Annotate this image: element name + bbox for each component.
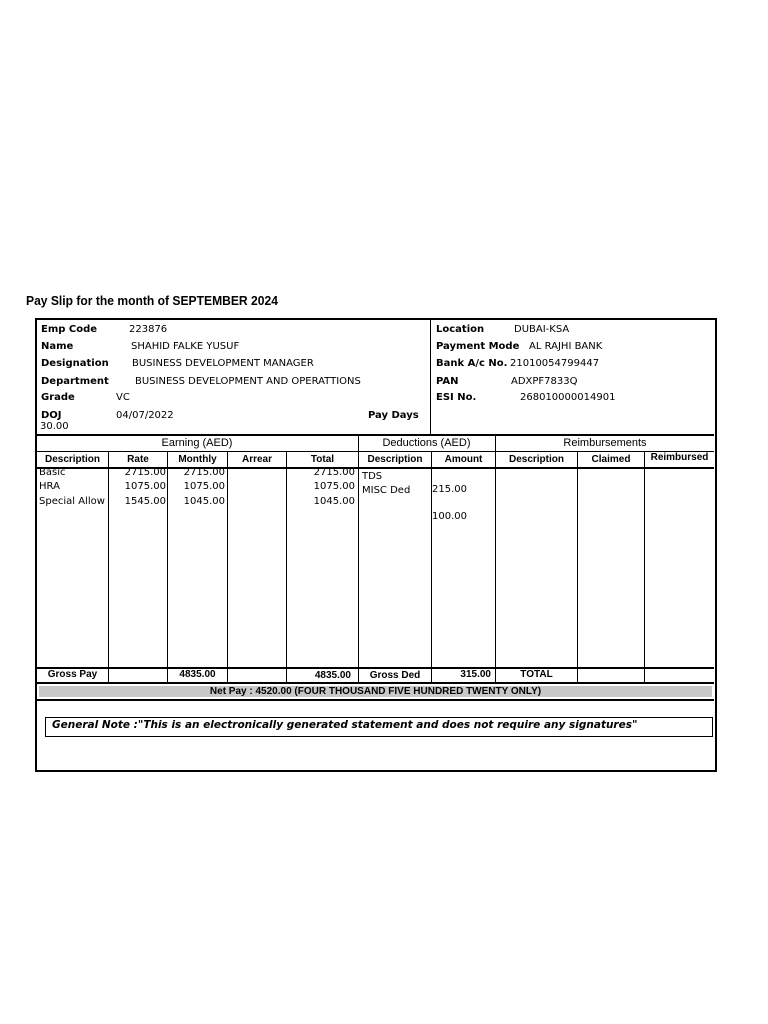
net-pay: Net Pay : 4520.00 (FOUR THOUSAND FIVE HUNDRED TWENTY ONLY)	[209, 686, 542, 697]
general-note: General Note :"This is an electronically generated statement and does not require any signatures"	[52, 719, 638, 731]
earning-header: Earning (AED)	[161, 437, 233, 449]
earning-rate: 1075.00	[124, 481, 166, 492]
gross-monthly: 4835.00	[179, 669, 216, 680]
gross-rule-bottom	[36, 682, 714, 684]
deduction-description: MISC Ded	[362, 485, 411, 496]
location-label: Location	[436, 324, 485, 335]
designation-label: Designation	[41, 358, 109, 369]
earning-monthly: 2715.00	[183, 467, 225, 478]
department-value: BUSINESS DEVELOPMENT AND OPERATTIONS	[135, 376, 361, 387]
payment-mode-label: Payment Mode	[436, 341, 520, 352]
earning-rate: 2715.00	[124, 467, 166, 478]
doj-label: DOJ	[41, 410, 62, 421]
earning-monthly: 1045.00	[183, 496, 225, 507]
col-divider	[577, 452, 578, 683]
pan-label: PAN	[436, 376, 459, 387]
earning-total: 1075.00	[313, 481, 355, 492]
col-claimed: Claimed	[591, 454, 631, 465]
pay-days-value: 30.00	[40, 421, 69, 432]
col-rate: Rate	[127, 454, 149, 465]
earning-description: Basic	[39, 467, 66, 478]
location-value: DUBAI-KSA	[514, 324, 570, 335]
col-reimb-description: Description	[508, 454, 564, 465]
deductions-header: Deductions (AED)	[382, 437, 471, 449]
department-label: Department	[41, 376, 109, 387]
earning-total: 2715.00	[313, 467, 355, 478]
name-value: SHAHID FALKE YUSUF	[131, 341, 240, 352]
bank-ac-value: 21010054799447	[510, 358, 600, 369]
doj-value: 04/07/2022	[116, 410, 174, 421]
pay-days-label: Pay Days	[368, 410, 419, 421]
net-pay-rule	[36, 699, 714, 701]
grade-value: VC	[116, 392, 130, 403]
section-rule-mid	[36, 451, 714, 452]
emp-code-label: Emp Code	[41, 324, 98, 335]
col-arrear: Arrear	[241, 454, 273, 465]
gross-ded-value: 315.00	[460, 669, 491, 680]
col-divider	[644, 452, 645, 683]
esi-value: 268010000014901	[520, 392, 616, 403]
gross-ded-label: Gross Ded	[369, 670, 421, 681]
section-rule-top	[36, 434, 714, 436]
general-note-box	[45, 717, 713, 737]
name-label: Name	[41, 341, 74, 352]
deduction-amount: 100.00	[432, 511, 467, 522]
payslip-title: Pay Slip for the month of SEPTEMBER 2024	[26, 293, 278, 308]
grade-label: Grade	[41, 392, 75, 403]
net-pay-bar	[39, 686, 712, 697]
col-divider	[227, 452, 228, 683]
earning-rate: 1545.00	[124, 496, 166, 507]
deduction-amount: 215.00	[432, 484, 467, 495]
bank-ac-label: Bank A/c No.	[436, 358, 508, 369]
pan-value: ADXPF7833Q	[511, 376, 578, 387]
earning-description: HRA	[39, 481, 60, 492]
col-amount: Amount	[444, 454, 483, 465]
esi-label: ESI No.	[436, 392, 477, 403]
gross-pay-label: Gross Pay	[47, 669, 98, 680]
earning-monthly: 1075.00	[183, 481, 225, 492]
earnings-deductions-divider	[358, 435, 359, 683]
earning-total: 1045.00	[313, 496, 355, 507]
earning-description: Special Allow	[39, 496, 105, 507]
col-reimbursed: Reimbursed	[650, 452, 709, 463]
col-monthly: Monthly	[178, 454, 217, 465]
total-label: TOTAL	[520, 669, 553, 680]
gross-rule-top	[36, 667, 714, 669]
col-description: Description	[44, 454, 100, 465]
deduction-description: TDS	[362, 471, 383, 482]
payment-mode-value: AL RAJHI BANK	[529, 341, 603, 352]
deductions-reimb-divider	[495, 435, 496, 683]
emp-code-value: 223876	[129, 324, 168, 335]
col-total: Total	[310, 454, 335, 465]
col-ded-description: Description	[367, 454, 423, 465]
details-divider	[430, 319, 431, 435]
designation-value: BUSINESS DEVELOPMENT MANAGER	[132, 358, 314, 369]
gross-total: 4835.00	[314, 670, 351, 681]
reimbursements-header: Reimbursements	[563, 437, 647, 449]
